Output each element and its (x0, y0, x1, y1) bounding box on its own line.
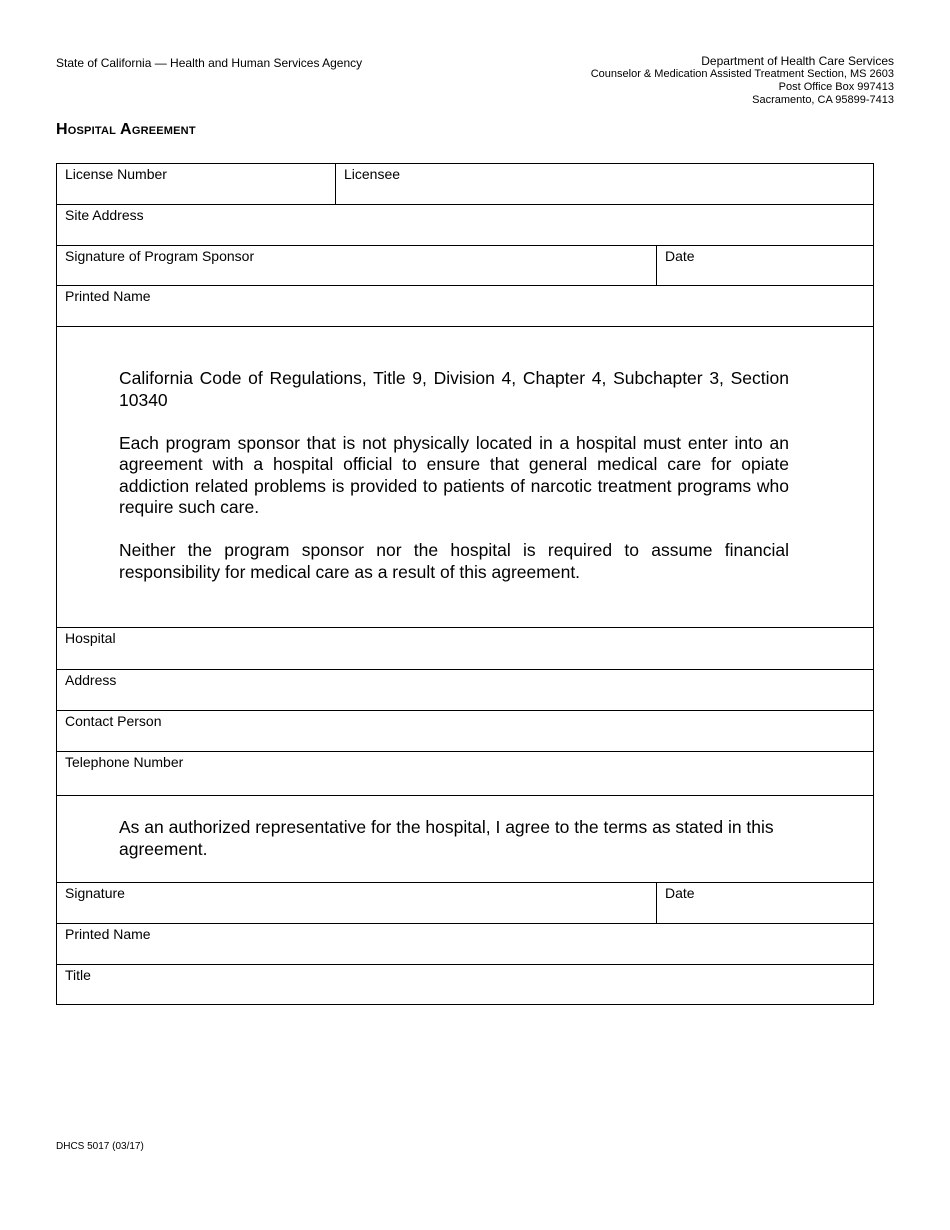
regulation-text-block (57, 327, 873, 583)
licensee-field[interactable] (336, 164, 873, 204)
sponsor-date-label: Date (665, 248, 695, 264)
hospital-row (57, 628, 873, 670)
contact-person-label: Contact Person (65, 713, 162, 729)
sponsor-printed-name-label: Printed Name (65, 288, 151, 304)
form-code: DHCS 5017 (03/17) (56, 1141, 144, 1152)
page-title: Hospital Agreement (56, 121, 196, 138)
agreement-text-block (57, 796, 873, 860)
sponsor-signature-label: Signature of Program Sponsor (65, 248, 255, 264)
representative-printed-name-label: Printed Name (65, 926, 151, 942)
representative-title-field[interactable] (57, 965, 873, 1004)
hospital-address-row (57, 670, 873, 711)
license-number-label: License Number (65, 166, 167, 182)
representative-printed-name-field[interactable] (57, 924, 873, 964)
regulation-paragraph-2: Neither the program sponsor nor the hospital is required to assume financial responsibility for medical care as a result of this agreement. (119, 540, 789, 582)
representative-title-label: Title (65, 967, 91, 983)
department-section: Counselor & Medication Assisted Treatment Section, MS 2603 (590, 68, 894, 80)
hospital-agreement-form (56, 163, 874, 1005)
representative-date-field[interactable] (657, 883, 873, 923)
representative-signature-field[interactable] (57, 883, 657, 923)
hospital-address-field[interactable] (57, 670, 873, 710)
sponsor-signature-row (57, 246, 873, 286)
sponsor-printed-name-row (57, 286, 873, 327)
department-city-zip: Sacramento, CA 95899-7413 (752, 94, 894, 106)
site-address-row (57, 205, 873, 246)
sponsor-printed-name-field[interactable] (57, 286, 873, 326)
license-row (57, 164, 873, 205)
representative-title-row (57, 965, 873, 1004)
agreement-statement: As an authorized representative for the hospital, I agree to the terms as stated in this agreement. (119, 817, 774, 859)
license-number-field[interactable] (57, 164, 336, 204)
telephone-row (57, 752, 873, 796)
agreement-statement-section (57, 796, 873, 883)
representative-signature-row (57, 883, 873, 924)
regulation-paragraph-1: Each program sponsor that is not physically located in a hospital must enter into an agreement with a hospital official to ensure that general medical care for opiate addiction related problems is provided to patients of narcotic treatment programs who require such care. (119, 432, 789, 517)
site-address-field[interactable] (57, 205, 873, 245)
representative-signature-label: Signature (65, 885, 125, 901)
representative-date-label: Date (665, 885, 695, 901)
contact-person-field[interactable] (57, 711, 873, 751)
sponsor-signature-field[interactable] (57, 246, 657, 285)
department-po-box: Post Office Box 997413 (778, 81, 894, 93)
telephone-label: Telephone Number (65, 754, 184, 770)
telephone-field[interactable] (57, 752, 873, 795)
regulation-citation: California Code of Regulations, Title 9, Division 4, Chapter 4, Subchapter 3, Section 10340 (119, 368, 789, 410)
regulation-section (57, 327, 873, 628)
department-name: Department of Health Care Services (701, 54, 894, 68)
site-address-label: Site Address (65, 207, 144, 223)
agency-name: State of California — Health and Human Services Agency (56, 56, 363, 70)
licensee-label: Licensee (344, 166, 401, 182)
sponsor-date-field[interactable] (657, 246, 873, 285)
representative-printed-name-row (57, 924, 873, 965)
contact-person-row (57, 711, 873, 752)
department-address-block (591, 55, 894, 107)
hospital-label: Hospital (65, 630, 116, 646)
hospital-field[interactable] (57, 628, 873, 669)
hospital-address-label: Address (65, 672, 117, 688)
